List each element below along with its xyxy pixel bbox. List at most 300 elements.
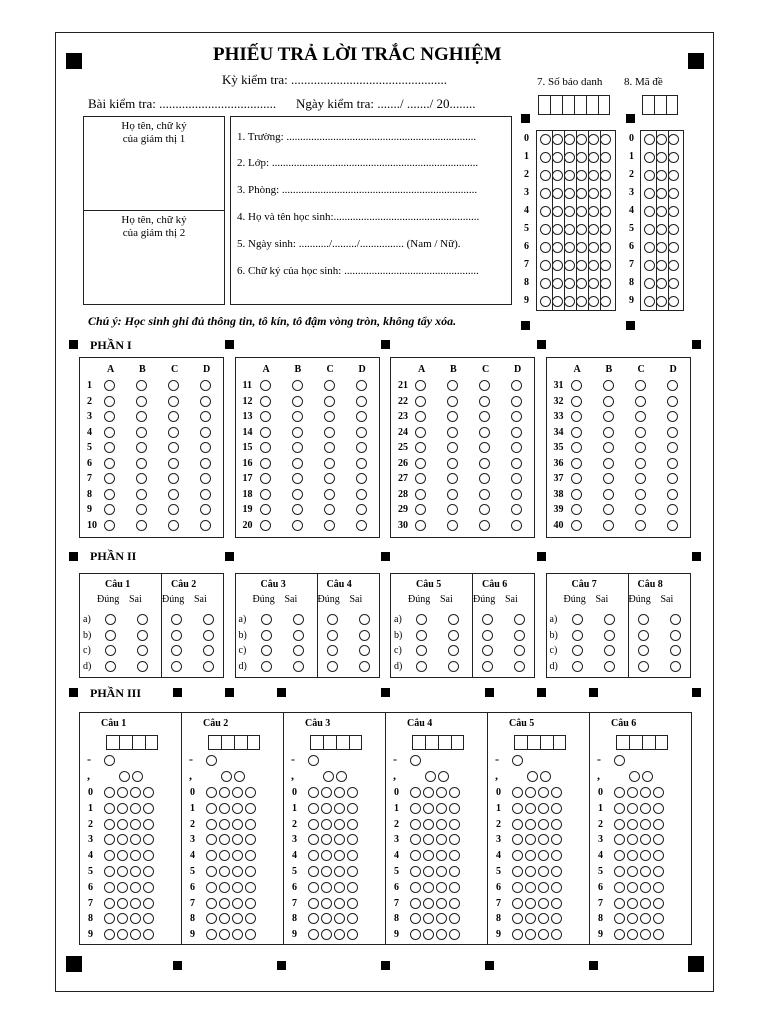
answer-bubble[interactable] [327, 661, 338, 672]
answer-bubble[interactable] [168, 458, 179, 469]
digit-bubble[interactable] [232, 819, 243, 830]
answer-bubble[interactable] [292, 411, 303, 422]
digit-bubble[interactable] [410, 819, 421, 830]
digit-bubble[interactable] [449, 898, 460, 909]
answer-bubble[interactable] [200, 504, 211, 515]
minus-bubble[interactable] [308, 755, 319, 766]
answer-bubble[interactable] [137, 614, 148, 625]
answer-bubble[interactable] [603, 442, 614, 453]
answer-bubble[interactable] [171, 645, 182, 656]
answer-bubble[interactable] [136, 411, 147, 422]
exam-code-write-cell[interactable] [642, 95, 654, 115]
digit-bubble[interactable] [512, 866, 523, 877]
answer-bubble[interactable] [670, 614, 681, 625]
candidate-number-bubble[interactable] [576, 224, 587, 235]
digit-bubble[interactable] [653, 787, 664, 798]
answer-bubble[interactable] [105, 645, 116, 656]
comma-bubble[interactable] [527, 771, 538, 782]
answer-bubble[interactable] [447, 427, 458, 438]
answer-bubble[interactable] [260, 489, 271, 500]
answer-bubble[interactable] [667, 473, 678, 484]
answer-bubble[interactable] [638, 645, 649, 656]
answer-bubble[interactable] [479, 504, 490, 515]
candidate-number-bubble[interactable] [576, 260, 587, 271]
exam-code-bubble[interactable] [668, 242, 679, 253]
student-field-2[interactable]: 2. Lớp: ........................................................................... [237, 157, 479, 169]
digit-bubble[interactable] [614, 787, 625, 798]
candidate-number-bubble[interactable] [576, 242, 587, 253]
answer-bubble[interactable] [200, 380, 211, 391]
answer-bubble[interactable] [171, 630, 182, 641]
answer-bubble[interactable] [104, 380, 115, 391]
exam-code-bubble[interactable] [644, 224, 655, 235]
candidate-number-bubble[interactable] [564, 188, 575, 199]
digit-bubble[interactable] [449, 787, 460, 798]
answer-bubble[interactable] [571, 442, 582, 453]
answer-bubble[interactable] [603, 473, 614, 484]
digit-bubble[interactable] [538, 882, 549, 893]
answer-bubble[interactable] [168, 396, 179, 407]
answer-bubble[interactable] [136, 442, 147, 453]
answer-bubble[interactable] [324, 396, 335, 407]
digit-bubble[interactable] [640, 803, 651, 814]
answer-bubble[interactable] [479, 458, 490, 469]
digit-bubble[interactable] [117, 866, 128, 877]
answer-bubble[interactable] [604, 630, 615, 641]
answer-bubble[interactable] [356, 520, 367, 531]
candidate-number-write-cell[interactable] [562, 95, 574, 115]
answer-bubble[interactable] [203, 661, 214, 672]
digit-bubble[interactable] [206, 803, 217, 814]
write-cell[interactable] [616, 735, 629, 750]
digit-bubble[interactable] [525, 819, 536, 830]
answer-bubble[interactable] [168, 520, 179, 531]
candidate-number-bubble[interactable] [564, 242, 575, 253]
answer-bubble[interactable] [324, 442, 335, 453]
digit-bubble[interactable] [219, 898, 230, 909]
answer-bubble[interactable] [670, 630, 681, 641]
digit-bubble[interactable] [219, 882, 230, 893]
exam-code-bubble[interactable] [644, 260, 655, 271]
candidate-number-bubble[interactable] [600, 134, 611, 145]
answer-bubble[interactable] [479, 473, 490, 484]
digit-bubble[interactable] [104, 898, 115, 909]
answer-bubble[interactable] [447, 489, 458, 500]
digit-bubble[interactable] [653, 803, 664, 814]
answer-bubble[interactable] [200, 427, 211, 438]
digit-bubble[interactable] [653, 819, 664, 830]
candidate-number-bubble[interactable] [600, 206, 611, 217]
digit-bubble[interactable] [436, 866, 447, 877]
answer-bubble[interactable] [136, 520, 147, 531]
digit-bubble[interactable] [334, 787, 345, 798]
digit-bubble[interactable] [551, 803, 562, 814]
candidate-number-bubble[interactable] [600, 188, 611, 199]
answer-bubble[interactable] [572, 661, 583, 672]
answer-bubble[interactable] [635, 489, 646, 500]
answer-bubble[interactable] [415, 473, 426, 484]
exam-code-bubble[interactable] [656, 242, 667, 253]
digit-bubble[interactable] [206, 866, 217, 877]
answer-bubble[interactable] [447, 396, 458, 407]
answer-bubble[interactable] [260, 411, 271, 422]
candidate-number-bubble[interactable] [588, 188, 599, 199]
answer-bubble[interactable] [571, 380, 582, 391]
answer-bubble[interactable] [104, 489, 115, 500]
digit-bubble[interactable] [423, 803, 434, 814]
answer-bubble[interactable] [356, 396, 367, 407]
digit-bubble[interactable] [627, 866, 638, 877]
digit-bubble[interactable] [627, 898, 638, 909]
candidate-number-bubble[interactable] [552, 170, 563, 181]
answer-bubble[interactable] [324, 411, 335, 422]
write-cell[interactable] [349, 735, 362, 750]
candidate-number-bubble[interactable] [588, 134, 599, 145]
answer-bubble[interactable] [356, 458, 367, 469]
digit-bubble[interactable] [245, 882, 256, 893]
answer-bubble[interactable] [511, 411, 522, 422]
digit-bubble[interactable] [347, 819, 358, 830]
exam-code-bubble[interactable] [668, 296, 679, 307]
answer-bubble[interactable] [415, 520, 426, 531]
digit-bubble[interactable] [640, 866, 651, 877]
exam-code-bubble[interactable] [656, 152, 667, 163]
exam-code-write-cell[interactable] [666, 95, 678, 115]
candidate-number-write-cell[interactable] [586, 95, 598, 115]
digit-bubble[interactable] [245, 787, 256, 798]
digit-bubble[interactable] [206, 882, 217, 893]
digit-bubble[interactable] [130, 819, 141, 830]
write-cell[interactable] [655, 735, 668, 750]
exam-code-bubble[interactable] [656, 296, 667, 307]
answer-bubble[interactable] [511, 427, 522, 438]
exam-code-bubble[interactable] [668, 206, 679, 217]
answer-bubble[interactable] [572, 645, 583, 656]
answer-bubble[interactable] [359, 661, 370, 672]
digit-bubble[interactable] [525, 898, 536, 909]
write-cell[interactable] [451, 735, 464, 750]
digit-bubble[interactable] [614, 882, 625, 893]
answer-bubble[interactable] [200, 489, 211, 500]
digit-bubble[interactable] [321, 898, 332, 909]
comma-bubble[interactable] [642, 771, 653, 782]
exam-code-bubble[interactable] [644, 206, 655, 217]
candidate-number-bubble[interactable] [552, 206, 563, 217]
candidate-number-bubble[interactable] [540, 206, 551, 217]
digit-bubble[interactable] [321, 882, 332, 893]
answer-bubble[interactable] [136, 427, 147, 438]
exam-code-bubble[interactable] [668, 224, 679, 235]
candidate-number-bubble[interactable] [552, 152, 563, 163]
digit-bubble[interactable] [334, 819, 345, 830]
answer-bubble[interactable] [260, 473, 271, 484]
digit-bubble[interactable] [551, 866, 562, 877]
candidate-number-bubble[interactable] [588, 224, 599, 235]
answer-bubble[interactable] [667, 411, 678, 422]
digit-bubble[interactable] [436, 787, 447, 798]
answer-bubble[interactable] [292, 458, 303, 469]
answer-bubble[interactable] [415, 442, 426, 453]
answer-bubble[interactable] [136, 473, 147, 484]
digit-bubble[interactable] [308, 787, 319, 798]
exam-code-bubble[interactable] [656, 188, 667, 199]
answer-bubble[interactable] [479, 427, 490, 438]
candidate-number-bubble[interactable] [588, 260, 599, 271]
candidate-number-bubble[interactable] [588, 242, 599, 253]
answer-bubble[interactable] [168, 442, 179, 453]
digit-bubble[interactable] [410, 898, 421, 909]
answer-bubble[interactable] [415, 458, 426, 469]
exam-code-bubble[interactable] [668, 278, 679, 289]
digit-bubble[interactable] [410, 803, 421, 814]
answer-bubble[interactable] [604, 614, 615, 625]
write-cell[interactable] [106, 735, 119, 750]
answer-bubble[interactable] [635, 427, 646, 438]
candidate-number-bubble[interactable] [600, 170, 611, 181]
exam-code-bubble[interactable] [644, 296, 655, 307]
digit-bubble[interactable] [117, 803, 128, 814]
answer-bubble[interactable] [571, 411, 582, 422]
answer-bubble[interactable] [448, 630, 459, 641]
answer-bubble[interactable] [104, 396, 115, 407]
comma-bubble[interactable] [438, 771, 449, 782]
digit-bubble[interactable] [627, 819, 638, 830]
candidate-number-bubble[interactable] [564, 170, 575, 181]
candidate-number-bubble[interactable] [588, 296, 599, 307]
write-cell[interactable] [323, 735, 336, 750]
candidate-number-bubble[interactable] [600, 260, 611, 271]
answer-bubble[interactable] [635, 458, 646, 469]
exam-code-bubble[interactable] [656, 278, 667, 289]
answer-bubble[interactable] [168, 504, 179, 515]
answer-bubble[interactable] [136, 489, 147, 500]
digit-bubble[interactable] [653, 866, 664, 877]
answer-bubble[interactable] [136, 458, 147, 469]
exam-code-bubble[interactable] [644, 188, 655, 199]
digit-bubble[interactable] [512, 803, 523, 814]
digit-bubble[interactable] [525, 866, 536, 877]
answer-bubble[interactable] [136, 504, 147, 515]
answer-bubble[interactable] [667, 427, 678, 438]
write-cell[interactable] [425, 735, 438, 750]
exam-code-bubble[interactable] [644, 152, 655, 163]
candidate-number-bubble[interactable] [588, 152, 599, 163]
answer-bubble[interactable] [356, 473, 367, 484]
answer-bubble[interactable] [292, 520, 303, 531]
write-cell[interactable] [132, 735, 145, 750]
candidate-number-bubble[interactable] [552, 134, 563, 145]
digit-bubble[interactable] [512, 882, 523, 893]
answer-bubble[interactable] [511, 504, 522, 515]
digit-bubble[interactable] [308, 898, 319, 909]
digit-bubble[interactable] [640, 882, 651, 893]
answer-bubble[interactable] [292, 504, 303, 515]
digit-bubble[interactable] [423, 787, 434, 798]
write-cell[interactable] [336, 735, 349, 750]
answer-bubble[interactable] [415, 489, 426, 500]
digit-bubble[interactable] [614, 898, 625, 909]
answer-bubble[interactable] [324, 489, 335, 500]
digit-bubble[interactable] [245, 803, 256, 814]
answer-bubble[interactable] [635, 396, 646, 407]
answer-bubble[interactable] [447, 520, 458, 531]
candidate-number-bubble[interactable] [564, 206, 575, 217]
candidate-number-bubble[interactable] [540, 134, 551, 145]
answer-bubble[interactable] [514, 614, 525, 625]
answer-bubble[interactable] [603, 520, 614, 531]
answer-bubble[interactable] [260, 396, 271, 407]
answer-bubble[interactable] [448, 645, 459, 656]
answer-bubble[interactable] [324, 504, 335, 515]
exam-code-bubble[interactable] [668, 260, 679, 271]
digit-bubble[interactable] [653, 898, 664, 909]
comma-bubble[interactable] [540, 771, 551, 782]
digit-bubble[interactable] [232, 866, 243, 877]
answer-bubble[interactable] [203, 614, 214, 625]
answer-bubble[interactable] [635, 411, 646, 422]
digit-bubble[interactable] [308, 882, 319, 893]
answer-bubble[interactable] [571, 396, 582, 407]
answer-bubble[interactable] [327, 645, 338, 656]
digit-bubble[interactable] [206, 819, 217, 830]
answer-bubble[interactable] [327, 614, 338, 625]
answer-bubble[interactable] [572, 614, 583, 625]
candidate-number-bubble[interactable] [564, 260, 575, 271]
digit-bubble[interactable] [219, 866, 230, 877]
answer-bubble[interactable] [292, 489, 303, 500]
digit-bubble[interactable] [347, 866, 358, 877]
digit-bubble[interactable] [143, 866, 154, 877]
answer-bubble[interactable] [137, 661, 148, 672]
answer-bubble[interactable] [324, 520, 335, 531]
digit-bubble[interactable] [104, 866, 115, 877]
answer-bubble[interactable] [356, 504, 367, 515]
answer-bubble[interactable] [603, 458, 614, 469]
exam-code-bubble[interactable] [644, 134, 655, 145]
candidate-number-bubble[interactable] [540, 260, 551, 271]
student-field-5[interactable]: 5. Ngày sinh: .........../........./................ (Nam / Nữ). [237, 238, 461, 250]
exam-code-bubble[interactable] [668, 170, 679, 181]
digit-bubble[interactable] [436, 898, 447, 909]
digit-bubble[interactable] [436, 882, 447, 893]
digit-bubble[interactable] [640, 787, 651, 798]
answer-bubble[interactable] [603, 396, 614, 407]
candidate-number-bubble[interactable] [540, 152, 551, 163]
digit-bubble[interactable] [538, 803, 549, 814]
digit-bubble[interactable] [308, 803, 319, 814]
student-field-3[interactable]: 3. Phòng: ....................................................................... [237, 184, 478, 196]
answer-bubble[interactable] [203, 645, 214, 656]
answer-bubble[interactable] [324, 380, 335, 391]
answer-bubble[interactable] [415, 427, 426, 438]
answer-bubble[interactable] [359, 614, 370, 625]
answer-bubble[interactable] [603, 504, 614, 515]
digit-bubble[interactable] [219, 787, 230, 798]
answer-bubble[interactable] [260, 458, 271, 469]
digit-bubble[interactable] [104, 819, 115, 830]
answer-bubble[interactable] [200, 411, 211, 422]
student-field-6[interactable]: 6. Chữ ký của học sinh: ................................................. [237, 265, 479, 277]
answer-bubble[interactable] [292, 427, 303, 438]
answer-bubble[interactable] [104, 473, 115, 484]
write-cell[interactable] [629, 735, 642, 750]
digit-bubble[interactable] [334, 898, 345, 909]
comma-bubble[interactable] [336, 771, 347, 782]
candidate-number-write-cell[interactable] [550, 95, 562, 115]
answer-bubble[interactable] [105, 614, 116, 625]
digit-bubble[interactable] [104, 787, 115, 798]
write-cell[interactable] [310, 735, 323, 750]
candidate-number-write-cell[interactable] [574, 95, 586, 115]
digit-bubble[interactable] [614, 819, 625, 830]
digit-bubble[interactable] [130, 882, 141, 893]
digit-bubble[interactable] [130, 803, 141, 814]
digit-bubble[interactable] [653, 882, 664, 893]
digit-bubble[interactable] [143, 803, 154, 814]
answer-bubble[interactable] [356, 380, 367, 391]
write-cell[interactable] [145, 735, 158, 750]
write-cell[interactable] [247, 735, 260, 750]
answer-bubble[interactable] [667, 520, 678, 531]
digit-bubble[interactable] [410, 866, 421, 877]
comma-bubble[interactable] [234, 771, 245, 782]
write-cell[interactable] [234, 735, 247, 750]
answer-bubble[interactable] [447, 380, 458, 391]
answer-bubble[interactable] [479, 396, 490, 407]
digit-bubble[interactable] [104, 882, 115, 893]
student-field-1[interactable]: 1. Trường: ..................................................................... [237, 131, 477, 143]
exam-code-bubble[interactable] [644, 278, 655, 289]
answer-bubble[interactable] [293, 645, 304, 656]
candidate-number-bubble[interactable] [540, 224, 551, 235]
answer-bubble[interactable] [260, 504, 271, 515]
digit-bubble[interactable] [525, 787, 536, 798]
candidate-number-write-cell[interactable] [538, 95, 550, 115]
digit-bubble[interactable] [143, 819, 154, 830]
answer-bubble[interactable] [416, 645, 427, 656]
answer-bubble[interactable] [356, 442, 367, 453]
answer-bubble[interactable] [356, 411, 367, 422]
candidate-number-bubble[interactable] [576, 296, 587, 307]
comma-bubble[interactable] [629, 771, 640, 782]
digit-bubble[interactable] [117, 819, 128, 830]
write-cell[interactable] [514, 735, 527, 750]
candidate-number-bubble[interactable] [540, 188, 551, 199]
answer-bubble[interactable] [168, 427, 179, 438]
answer-bubble[interactable] [604, 661, 615, 672]
answer-bubble[interactable] [667, 396, 678, 407]
answer-bubble[interactable] [324, 427, 335, 438]
answer-bubble[interactable] [292, 473, 303, 484]
candidate-number-bubble[interactable] [576, 278, 587, 289]
digit-bubble[interactable] [130, 866, 141, 877]
write-cell[interactable] [221, 735, 234, 750]
digit-bubble[interactable] [410, 787, 421, 798]
answer-bubble[interactable] [137, 645, 148, 656]
digit-bubble[interactable] [232, 787, 243, 798]
answer-bubble[interactable] [571, 520, 582, 531]
exam-code-write-cell[interactable] [654, 95, 666, 115]
candidate-number-bubble[interactable] [564, 278, 575, 289]
digit-bubble[interactable] [449, 866, 460, 877]
candidate-number-bubble[interactable] [576, 152, 587, 163]
answer-bubble[interactable] [415, 380, 426, 391]
candidate-number-bubble[interactable] [552, 242, 563, 253]
digit-bubble[interactable] [321, 819, 332, 830]
write-cell[interactable] [119, 735, 132, 750]
answer-bubble[interactable] [511, 442, 522, 453]
answer-bubble[interactable] [293, 614, 304, 625]
